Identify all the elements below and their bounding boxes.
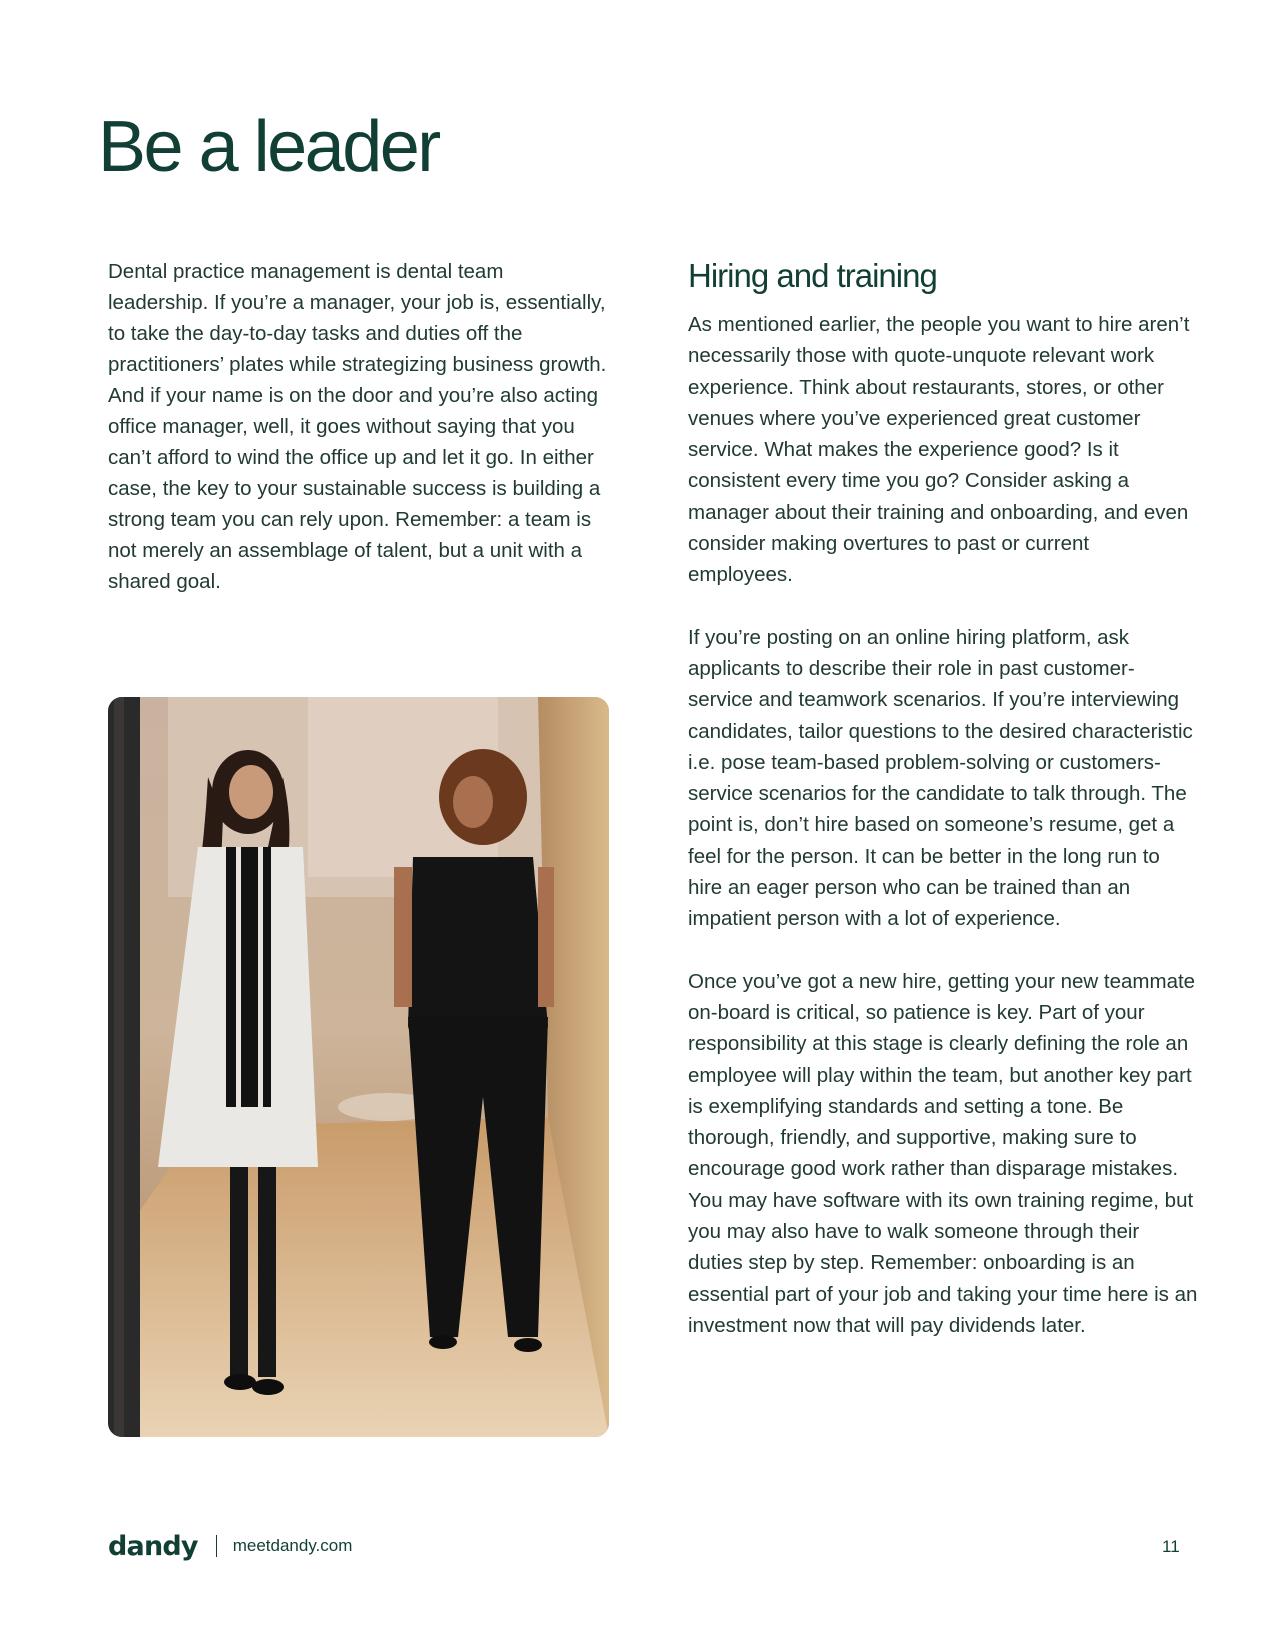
section-heading: Hiring and training xyxy=(688,257,937,294)
body-paragraph: Once you’ve got a new hire, getting your new teammate on-board is critical, so patience is key. Part of your responsibility at this stage is clearly defining the role an employee will play within the team, but another key part is exemplifying standards and setting a tone. Be thorough, friendly, and supportive, making sure to encourage good work rather than disparage mistakes. You may have software with its own training regime, but you may also have to walk someone through their duties step by step. Remember: onboarding is an essential part of your job and taking your time here is an investment now that will pay dividends later. xyxy=(688,969,1198,1337)
intro-paragraph: Dental practice management is dental team leadership. If you’re a manager, your job is, essentially, to take the day-to-day tasks and duties off the practitioners’ plates while strategizing business growth. And if your name is on the door and you’re also acting office manager, well, it goes without saying that you can’t afford to wind the office up and let it go. In either case, the key to your sustainable success is building a strong team you can rely upon. Remember: a team is not merely an assemblage of talent, but a unit with a shared goal. xyxy=(108,260,607,593)
footer xyxy=(108,1528,352,1564)
body-paragraph: If you’re posting on an online hiring platform, ask applicants to describe their role in past customer-service and teamwork scenarios. If you’re interviewing candidates, tailor questions to the desired characteristic i.e. pose team-based problem-solving or customers-service scenarios for the candidate to talk through. The point is, don’t hire based on someone’s resume, get a feel for the person. It can be better in the long run to hire an eager person who can be trained than an impatient person with a lot of experience. xyxy=(688,625,1193,931)
body-paragraph: As mentioned earlier, the people you want to hire aren’t necessarily those with quote-unquote relevant work experience. Think about restaurants, stores, or other venues where you’ve experienced great customer service. What makes the experience good? Is it consistent every time you go? Consider asking a manager about their training and onboarding, and even consider making overtures to past or current employees. xyxy=(688,313,1190,587)
page-title: Be a leader xyxy=(98,107,439,187)
website-link[interactable]: meetdandy.com xyxy=(232,1536,353,1555)
dandy-logo: dandy xyxy=(108,1530,198,1562)
footer-divider xyxy=(216,1535,217,1557)
page-number: 11 xyxy=(1162,1537,1180,1556)
body-column xyxy=(688,309,1198,1372)
photo-two-women-walking xyxy=(108,697,609,1437)
